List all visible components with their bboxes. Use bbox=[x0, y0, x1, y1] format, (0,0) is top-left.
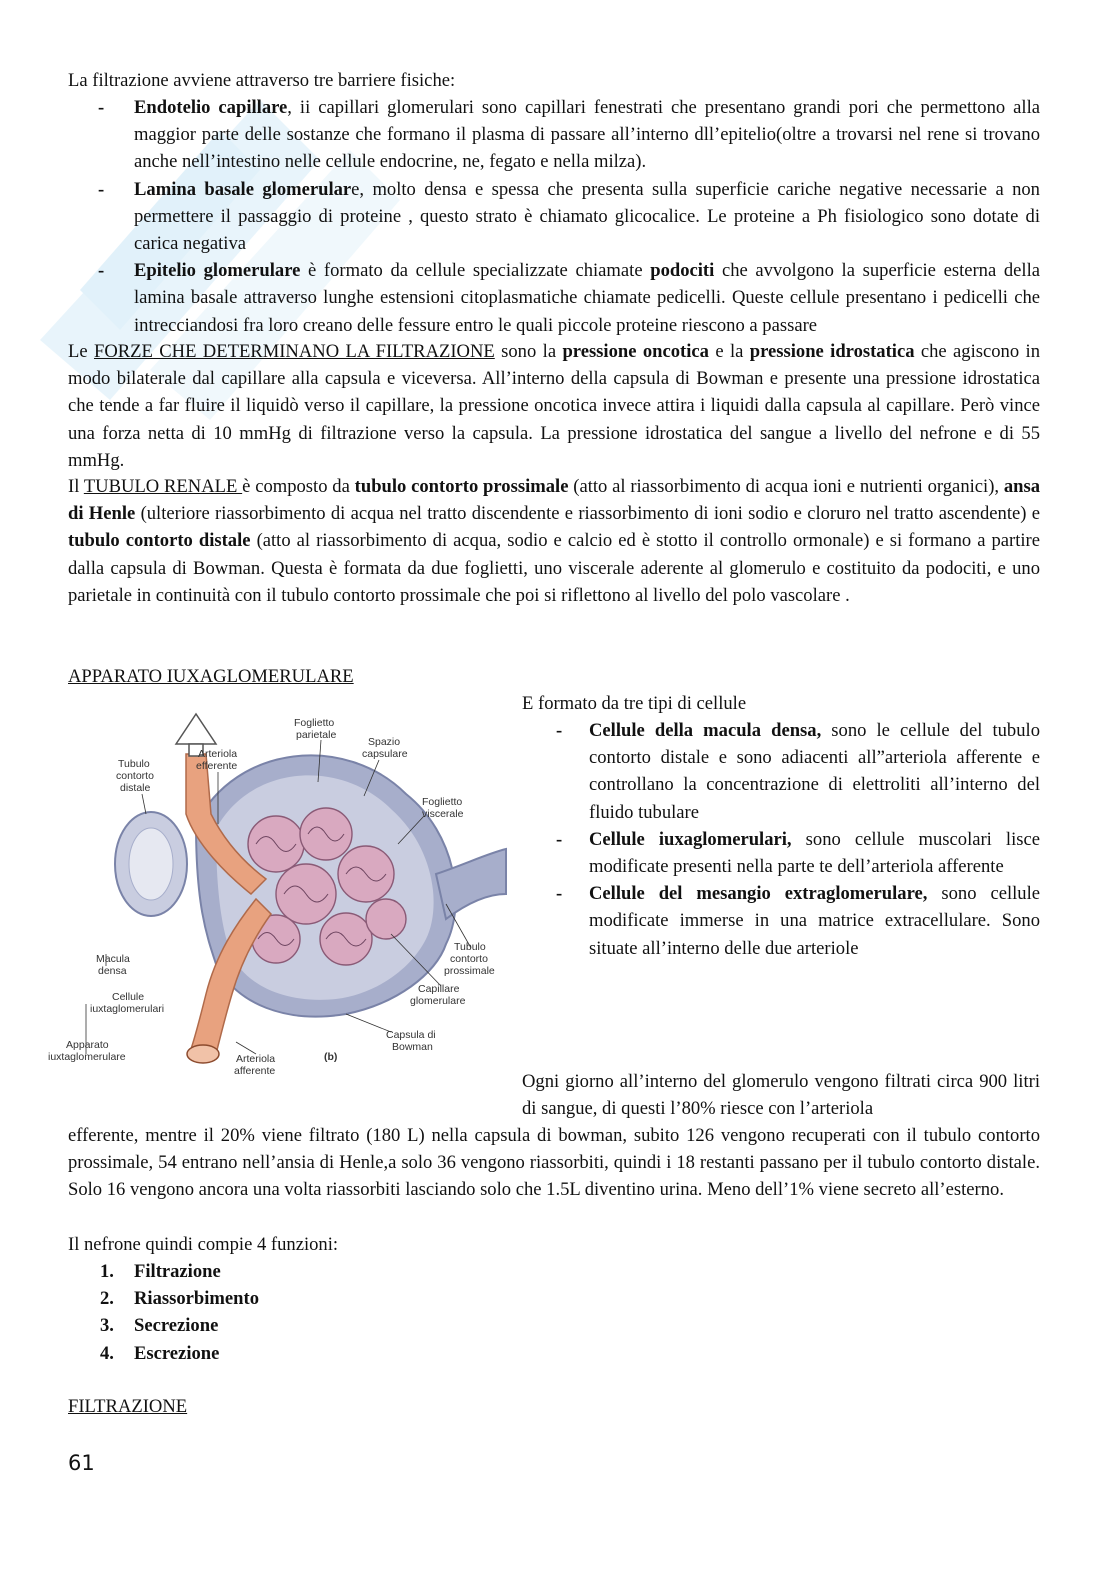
item-text: è formato da cellule specializzate chiamate bbox=[300, 260, 651, 282]
svg-text:parietale: parietale bbox=[296, 729, 337, 741]
text: sono la bbox=[494, 341, 563, 362]
svg-text:efferente: efferente bbox=[196, 760, 238, 772]
item-text: che avvolgono la superficie esterna della lamina basale attraverso lunghe estensioni citoplasmatiche chiamate pedicelli. Queste cellule presentano i pedicelli che intrecciandosi fra loro creano delle fessure entro le quali piccole proteine riescono a passare bbox=[134, 260, 1041, 336]
section-heading-filtrazione: FILTRAZIONE bbox=[68, 1396, 188, 1417]
svg-text:Arteriola: Arteriola bbox=[236, 1053, 276, 1065]
svg-text:Macula: Macula bbox=[96, 953, 130, 965]
dash-bullet: - bbox=[98, 260, 105, 282]
functions-list bbox=[68, 1258, 568, 1367]
functions-intro: Il nefrone quindi compie 4 funzioni: bbox=[68, 1234, 339, 1255]
section-link: TUBULO RENALE bbox=[83, 476, 243, 497]
svg-text:distale: distale bbox=[120, 782, 151, 794]
svg-text:Apparato: Apparato bbox=[66, 1039, 109, 1051]
list-item bbox=[68, 176, 1040, 258]
svg-text:glomerulare: glomerulare bbox=[410, 995, 466, 1007]
text: Il bbox=[68, 476, 84, 497]
svg-text:iuxtaglomerulare: iuxtaglomerulare bbox=[48, 1051, 126, 1063]
tubule-paragraph bbox=[68, 473, 1040, 609]
svg-text:contorto: contorto bbox=[450, 953, 488, 965]
term: pressione idrostatica bbox=[749, 341, 915, 362]
svg-text:Capillare: Capillare bbox=[418, 983, 460, 995]
label-foglietto-parietale: Foglietto bbox=[294, 717, 335, 729]
daily-filtration-continued: efferente, mentre il 20% viene filtrato (180 L) nella capsula di bowman, subito 126 vengono recuperati con il tubulo contorto prossimale, 54 entrano nell’ansia di Henle,a solo 36 vengono riassorbiti, quindi i 18 restanti passano per il tubulo contorto distale. Solo 16 vengono ancora una volta riassorbiti lasciando solo che 1.5L diventino urina. Meno dell’1% viene secreto all’esterno. bbox=[68, 1125, 1040, 1201]
barrier-list bbox=[68, 94, 1040, 339]
list-item bbox=[68, 94, 1040, 176]
dash-bullet: - bbox=[556, 828, 563, 850]
svg-text:capsulare: capsulare bbox=[362, 748, 408, 760]
dash-bullet: - bbox=[98, 178, 105, 200]
svg-text:Foglietto: Foglietto bbox=[422, 796, 463, 808]
page-number: 61 bbox=[68, 1451, 95, 1475]
svg-text:viscerale: viscerale bbox=[422, 808, 464, 820]
list-item: 3. Secrezione bbox=[100, 1315, 219, 1337]
glomerulus-figure bbox=[46, 704, 510, 1088]
term: podociti bbox=[650, 260, 715, 282]
list-item: 1. Filtrazione bbox=[100, 1261, 221, 1282]
text: (atto al riassorbimento di acqua, sodio e calcio ed è stotto il controllo ormonale) e si formano a partire dalla capsula di Bowman. Questa è formata da due foglietti, uno viscerale aderente al glomerulo e costituito da podociti, e uno parietale in continuità con il tubulo contorto prossimale che poi si riflettono al livello del polo vascolare . bbox=[68, 530, 1041, 606]
svg-text:Capsula di: Capsula di bbox=[386, 1029, 436, 1041]
term: Epitelio glomerulare bbox=[134, 260, 301, 282]
svg-text:prossimale: prossimale bbox=[444, 965, 495, 977]
item-text: sono cellule muscolari lisce modificate presenti nella parte te dell’arteriola afferente bbox=[589, 828, 1040, 878]
term: tubulo contorto prossimale bbox=[354, 476, 569, 497]
item-text: sono le cellule del tubulo contorto distale e sono adiacenti all”arteriola afferente e controllano la concentrazione di elettroliti all’interno del fluido tubulare bbox=[589, 720, 1040, 823]
text: è composto da bbox=[242, 476, 355, 497]
dash-bullet: - bbox=[98, 97, 105, 118]
svg-text:(b): (b) bbox=[324, 1051, 338, 1063]
svg-text:Tubulo: Tubulo bbox=[454, 941, 486, 953]
apparatus-list bbox=[522, 717, 1040, 962]
term: tubulo contorto distale bbox=[68, 530, 251, 552]
svg-text:Spazio: Spazio bbox=[368, 736, 401, 748]
term: Cellule del mesangio extraglomerulare, bbox=[589, 883, 928, 905]
text: (atto al riassorbimento di acqua ioni e nutrienti organici), bbox=[568, 476, 1004, 497]
apparatus-intro: E formato da tre tipi di cellule bbox=[522, 693, 747, 714]
section-heading-apparatus: APPARATO IUXAGLOMERULARE bbox=[68, 666, 354, 687]
text: (ulteriore riassorbimento di acqua nel tratto discendente e riassorbimento di ioni sodio e cloruro nel tratto ascendente) e bbox=[135, 503, 1040, 525]
list-item: 4. Escrezione bbox=[100, 1342, 220, 1364]
term: Endotelio capillare bbox=[134, 97, 288, 118]
forces-paragraph bbox=[68, 338, 1040, 474]
svg-text:Arteriola: Arteriola bbox=[198, 748, 238, 760]
term: pressione oncotica bbox=[562, 341, 709, 362]
term: ansa di Henle bbox=[68, 476, 1041, 525]
svg-text:Bowman: Bowman bbox=[392, 1041, 433, 1053]
svg-text:iuxtaglomerulari: iuxtaglomerulari bbox=[90, 1003, 165, 1015]
list-item bbox=[522, 826, 1040, 880]
dash-bullet: - bbox=[556, 883, 563, 905]
svg-text:afferente: afferente bbox=[234, 1065, 276, 1077]
text: che agiscono in modo bilaterale dal capillare alla capsula e viceversa. All’interno della capsula di Bowman e presente una pressione idrostatica che tende a far fluire il liquidò verso il capillare, la pressione oncotica invece attira i liquidi dalla capsula al capillare. Però vince una forza netta di 10 mmHg di filtrazione verso la capsula. La pressione idrostatica del sangue a livello del nefrone e di 55 mmHg. bbox=[68, 341, 1040, 471]
list-item: 2. Riassorbimento bbox=[100, 1288, 259, 1310]
svg-text:densa: densa bbox=[98, 965, 127, 977]
list-item bbox=[522, 717, 1040, 826]
daily-filtration-text: Ogni giorno all’interno del glomerulo vengono filtrati circa 900 litri di sangue, di questi l’80% riesce con l’arteriola bbox=[522, 1071, 1040, 1120]
item-text: sono cellule modificate immerse in una matrice extracellulare. Sono situate all’interno delle due arteriole bbox=[589, 883, 1040, 959]
list-item bbox=[68, 257, 1040, 339]
svg-text:Tubulo: Tubulo bbox=[118, 758, 150, 770]
svg-text:contorto: contorto bbox=[116, 770, 154, 782]
dash-bullet: - bbox=[556, 720, 563, 741]
term: Lamina basale glomerular bbox=[134, 178, 352, 200]
intro-text: La filtrazione avviene attraverso tre barriere fisiche: bbox=[68, 70, 456, 91]
term: Cellule iuxaglomerulari, bbox=[589, 828, 792, 850]
term: Cellule della macula densa, bbox=[589, 720, 822, 741]
section-link: FORZE CHE DETERMINANO LA FILTRAZIONE bbox=[93, 341, 495, 362]
text: e la bbox=[708, 341, 750, 362]
list-item bbox=[522, 880, 1040, 962]
text: Le bbox=[68, 341, 94, 362]
svg-text:Cellule: Cellule bbox=[112, 991, 145, 1003]
item-text: , ii capillari glomerulari sono capillari fenestrati che presentano grandi pori che permettono alla maggior parte delle sostanze che formano il plasma di passare all’interno dll’epitelio(oltre a trovarsi nel rene si trovano anche nell’intestino nelle cellule endocrine, ne, fegato e nella milza). bbox=[134, 97, 1040, 173]
item-text: e, molto densa e spessa che presenta sulla superficie cariche negative necessarie a non permettere il passaggio di proteine , questo strato è chiamato glicocalice. Le proteine a Ph fisiologico sono dotate di carica negativa bbox=[134, 178, 1040, 255]
